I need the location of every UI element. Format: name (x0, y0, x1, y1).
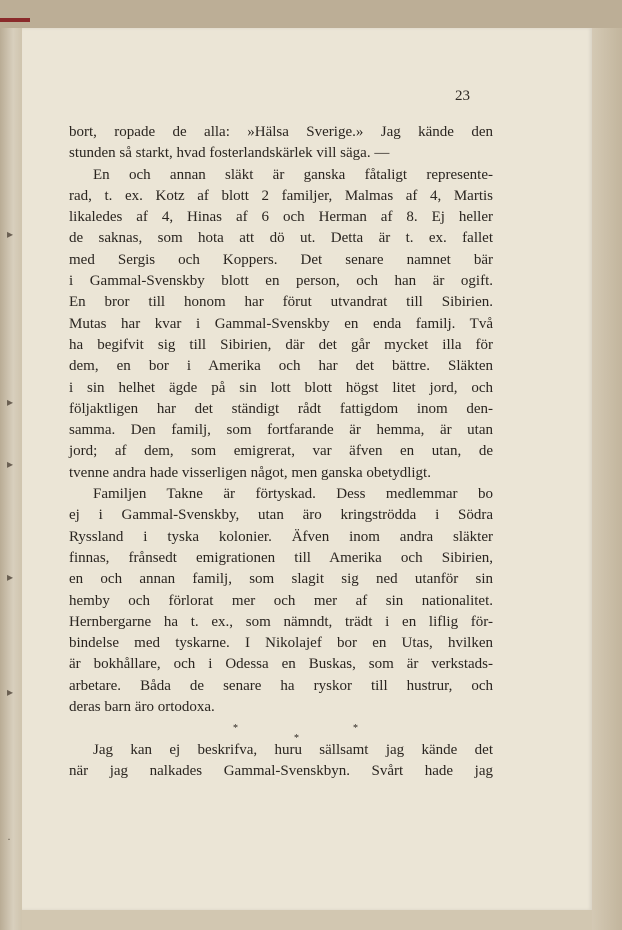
text-line: En och annan släkt är ganska fåtaligt represente- (93, 166, 493, 183)
margin-mark: ▸ (7, 570, 14, 584)
text-line: Hernbergarne ha t. ex., som nämndt, trädt i en liflig för- (69, 613, 493, 630)
text-line: Familjen Takne är förtyskad. Dess medlemmar bo (93, 486, 493, 503)
separator-star: * (294, 733, 299, 745)
margin-mark: ▸ (7, 457, 14, 471)
ribbon-mark (0, 18, 30, 22)
text-line: likaledes af 4, Hinas af 6 och Herman af 8. Ej heller (69, 209, 493, 226)
text-line: Ryssland i tyska kolonier. Äfven inom andra släkter (69, 528, 493, 545)
text-line: en och annan familj, som slagit sig ned utanför sin (69, 571, 493, 588)
text-line: finnas, frånsedt emigrationen till Amerika och Sibirien, (69, 549, 493, 566)
text-line: deras barn äro ortodoxa. (69, 699, 215, 716)
text-line: dem, en bor i Amerika och har det bättre. Släkten (69, 358, 493, 375)
margin-mark: ▸ (7, 685, 14, 699)
margin-mark: · (7, 832, 11, 846)
text-line: i Gammal-Svenskby blott en person, och han är ogift. (69, 273, 493, 290)
text-line: tvenne andra hade visserligen något, men ganska obetydligt. (69, 464, 431, 481)
page-number: 23 (455, 88, 470, 104)
text-line: bindelse med tyskarne. I Nikolajef bor en Utas, hvilken (69, 635, 493, 652)
text-line: samma. Den familj, som fortfarande är hemma, är utan (69, 422, 493, 439)
top-background (0, 0, 622, 28)
text-line: med Sergis och Koppers. Det senare namnet bär (69, 251, 493, 268)
text-line: rad, t. ex. Kotz af blott 2 familjer, Malmas af 4, Martis (69, 187, 493, 204)
text-line: de saknas, som hota att dö ut. Detta är t. ex. fallet (69, 230, 493, 247)
text-line: i sin helhet ägde på sin lott blott högst litet jord, och (69, 379, 493, 396)
text-line: arbetare. Båda de senare ha ryskor till hustrur, och (69, 677, 493, 694)
text-line: ej i Gammal-Svenskby, utan äro kringströdda i Södra (69, 507, 493, 524)
text-line: En bror till honom har förut utvandrat till Sibirien. (69, 294, 493, 311)
text-line: när jag nalkades Gammal-Svenskbyn. Svårt hade jag (69, 762, 493, 779)
text-line: hemby och förlorat mer och mer af sin nationalitet. (69, 592, 493, 609)
separator-star: * (353, 723, 358, 735)
text-line: följaktligen har det ständigt rådt fattigdom inom den- (69, 400, 493, 417)
bottom-background (22, 910, 592, 930)
text-line: Jag kan ej beskrifva, huru sällsamt jag kände det (93, 741, 493, 758)
text-line: är bokhållare, och i Odessa en Buskas, som är verkstads- (69, 656, 493, 673)
text-line: stunden så starkt, hvad fosterlandskärlek vill säga. — (69, 145, 390, 162)
text-line: jord; af dem, som emigrerat, var äfven en utan, de (69, 443, 493, 460)
body-text (69, 122, 493, 782)
margin-mark: ▸ (7, 395, 14, 409)
text-line: ha begifvit sig till Sibirien, där det går mycket illa för (69, 336, 493, 353)
margin-mark: ▸ (7, 227, 14, 241)
separator-star: * (233, 723, 238, 735)
left-page-edge (0, 28, 23, 930)
right-background (592, 28, 622, 930)
text-line: bort, ropade de alla: »Hälsa Sverige.» Jag kände den (69, 124, 493, 140)
text-line: Mutas har kvar i Gammal-Svenskby en enda familj. Två (69, 315, 493, 332)
section-separator (69, 718, 493, 745)
